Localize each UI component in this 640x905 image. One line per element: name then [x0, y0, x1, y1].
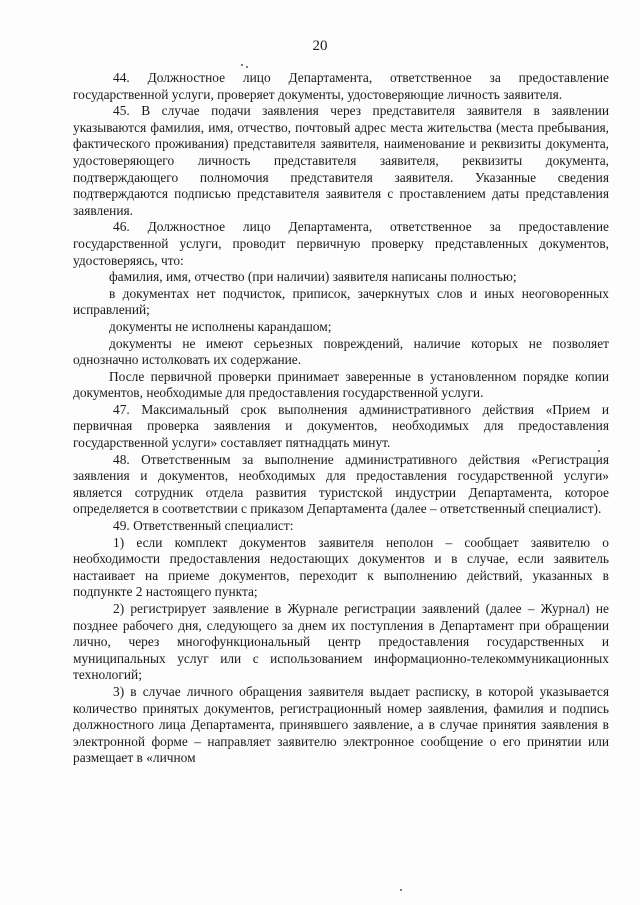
page-number: 20 [312, 38, 328, 54]
paragraph-48: 48. Ответственным за выполнение административного действия «Регистрация заявления и документов, необходимых для предоставления государственной услуги» является сотрудник отдела развития туристской индустрии Департамента, которое определяется в соответствии с приказом Департамента (далее – ответственный специалист). [73, 451, 609, 517]
scan-speck [598, 450, 600, 452]
paragraph-47: 47. Максимальный срок выполнения административного действия «Прием и первичная проверка заявления и документов, необходимых для предоставления государственной услуги» составляет пятнадцать минут. [73, 401, 609, 451]
document-body [73, 70, 609, 767]
paragraph-46: 46. Должностное лицо Департамента, ответственное за предоставление государственной услуги, проводит первичную проверку представленных документов, удостоверяясь, что: [73, 219, 609, 268]
scan-speck [246, 66, 248, 68]
paragraph-49-item-3: 3) в случае личного обращения заявителя выдает расписку, в которой указывается количество принятых документов, регистрационный номер заявления, фамилия и подпись должностного лица Департамента, принявшего заявление, а в случае принятия заявления в электронной форме – направляет заявителю электронное сообщение о его принятии или размещает в «личном [73, 683, 609, 766]
scan-speck [400, 889, 402, 891]
check-item-corrections: в документах нет подчисток, приписок, зачеркнутых слов и иных неоговоренных исправлений; [73, 285, 609, 318]
check-item-damage: документы не имеют серьезных повреждений, наличие которых не позволяет однозначно истолковать их содержание. [73, 335, 609, 368]
check-item-name: фамилия, имя, отчество (при наличии) заявителя написаны полностью; [109, 269, 517, 285]
paragraph-49: 49. Ответственный специалист: [113, 518, 294, 534]
check-item-pencil: документы не исполнены карандашом; [109, 318, 332, 334]
paragraph-45: 45. В случае подачи заявления через представителя заявителя в заявлении указываются фамилия, имя, отчество, почтовый адрес места жительства (места пребывания, фактического проживания) представителя заявителя, наименование и реквизиты документа, удостоверяющего личность представителя заявителя, реквизиты документа, подтверждающего полномочия представителя заявителя. Указанные сведения подтверждаются подписью представителя заявителя с проставлением даты представления заявления. [73, 103, 609, 218]
paragraph-49-item-1: 1) если комплект документов заявителя неполон – сообщает заявителю о необходимости предоставления недостающих документов и в случае, если заявитель настаивает на приеме документов, переходит к выполнению действий, указанных в подпункте 2 настоящего пункта; [73, 534, 609, 600]
paragraph-44: 44. Должностное лицо Департамента, ответственное за предоставление государственной услуги, проверяет документы, удостоверяющие личность заявителя. [73, 70, 609, 102]
paragraph-after-check: После первичной проверки принимает заверенные в установленном порядке копии документов, необходимые для предоставления государственной услуги. [73, 368, 609, 401]
paragraph-49-item-2: 2) регистрирует заявление в Журнале регистрации заявлений (далее – Журнал) не позднее рабочего дня, следующего за днем их поступления в Департамент при обращении лично, через многофункциональный центр предоставления государственных и муниципальных услуг или с использованием информационно-телекоммуникационных технологий; [73, 601, 609, 683]
scan-speck [241, 64, 243, 66]
